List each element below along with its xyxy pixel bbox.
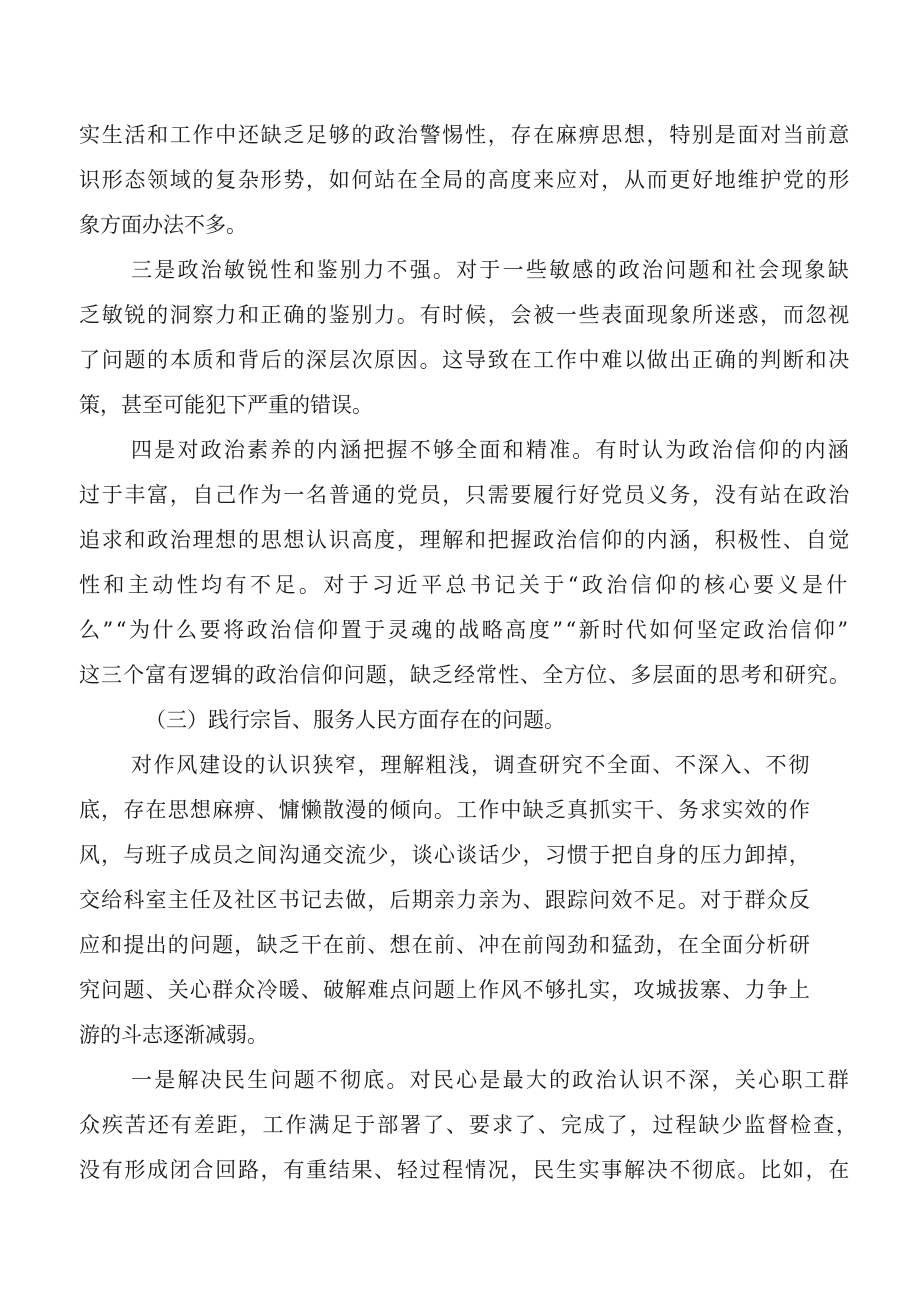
text-line: 交给科室主任及社区书记去做，后期亲力亲为、跟踪问效不足。对于群众反 [79,888,811,912]
text-line: 四是对政治素养的内涵把握不够全面和精准。有时认为政治信仰的内涵 [131,438,851,462]
text-line: 追求和政治理想的思想认识高度，理解和把握政治信仰的内涵，积极性、自觉 [79,528,851,552]
text-line: 过于丰富，自己作为一名普通的党员，只需要履行好党员义务，没有站在政治 [79,483,851,507]
text-line: 游的斗志逐渐减弱。 [79,1023,268,1047]
text-line: 对作风建设的认识狭窄，理解粗浅，调查研究不全面、不深入、不彻 [131,753,811,777]
text-line: 识形态领域的复杂形势，如何站在全局的高度来应对，从而更好地维护党的形 [79,168,851,192]
text-line: 象方面办法不多。 [79,213,247,237]
text-line: 乏敏锐的洞察力和正确的鉴别力。有时候，会被一些表面现象所迷惑，而忽视 [79,303,851,327]
text-line: 了问题的本质和背后的深层次原因。这导致在工作中难以做出正确的判断和决 [79,348,851,372]
text-line: 这三个富有逻辑的政治信仰问题，缺乏经常性、全方位、多层面的思考和研究。 [79,663,851,687]
text-line: 一是解决民生问题不彻底。对民心是最大的政治认识不深，关心职工群 [131,1068,851,1092]
text-line: 策，甚至可能犯下严重的错误。 [79,393,373,417]
text-line: 实生活和工作中还缺乏足够的政治警惕性，存在麻痹思想，特别是面对当前意 [79,123,851,147]
text-line: 性和主动性均有不足。对于习近平总书记关于“政治信仰的核心要义是什 [79,573,851,597]
text-line: 么”“为什么要将政治信仰置于灵魂的战略高度”“新时代如何坚定政治信仰” [79,618,851,642]
text-line: 究问题、关心群众冷暖、破解难点问题上作风不够扎实，攻城拔寨、力争上 [79,978,811,1002]
text-line: 风，与班子成员之间沟通交流少，谈心谈话少，习惯于把自身的压力卸掉， [79,843,811,867]
text-line: 没有形成闭合回路，有重结果、轻过程情况，民生实事解决不彻底。比如，在 [79,1158,851,1182]
text-line: 众疾苦还有差距，工作满足于部署了、要求了、完成了，过程缺少监督检查， [79,1113,859,1137]
text-line: 底，存在思想麻痹、慵懒散漫的倾向。工作中缺乏真抓实干、务求实效的作 [79,798,811,822]
text-line: 应和提出的问题，缺乏干在前、想在前、冲在前闯劲和猛劲，在全面分析研 [79,933,811,957]
section-heading: （三）践行宗旨、服务人民方面存在的问题。 [145,708,565,732]
text-line: 三是政治敏锐性和鉴别力不强。对于一些敏感的政治问题和社会现象缺 [131,258,851,282]
